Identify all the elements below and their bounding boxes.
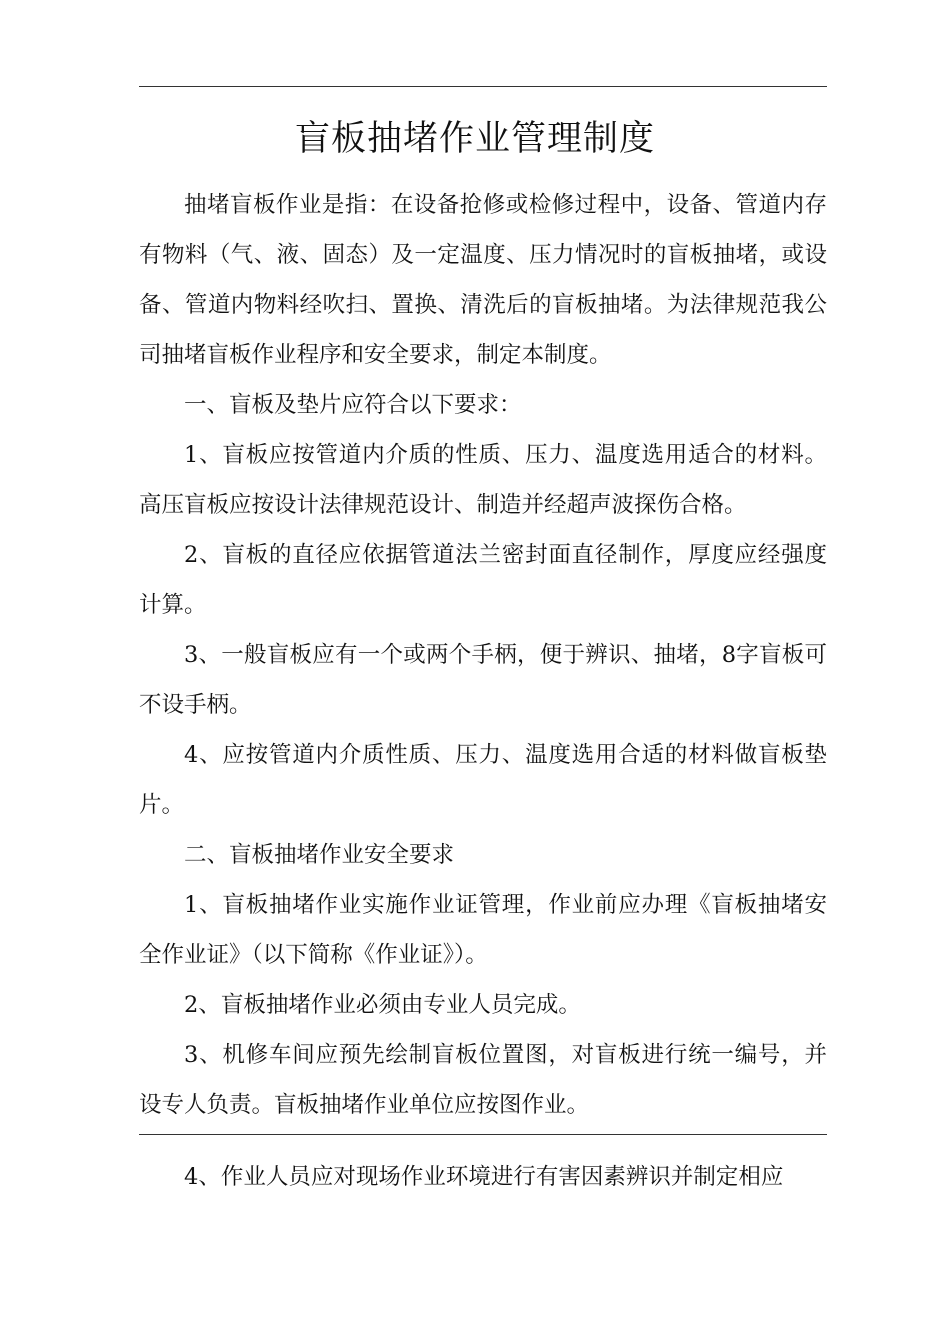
paragraph-1-3: 3、一般盲板应有一个或两个手柄，便于辨识、抽堵，8字盲板可不设手柄。 [139, 642, 827, 718]
paragraph-2-4: 4、作业人员应对现场作业环境进行有害因素辨识并制定相应 [184, 1164, 784, 1190]
page-break-rule [139, 1134, 827, 1135]
paragraph-2-1: 1、盲板抽堵作业实施作业证管理，作业前应办理《盲板抽堵安全作业证》（以下简称《作业证》）。 [139, 892, 827, 968]
paragraph-1-2: 2、盲板的直径应依据管道法兰密封面直径制作，厚度应经强度计算。 [139, 542, 827, 618]
document-title: 盲板抽堵作业管理制度 [294, 119, 655, 159]
paragraph-2-3: 3、机修车间应预先绘制盲板位置图，对盲板进行统一编号，并设专人负责。盲板抽堵作业单位应按图作业。 [139, 1042, 827, 1118]
document-body [139, 180, 827, 1130]
paragraph-2-2: 2、盲板抽堵作业必须由专业人员完成。 [184, 992, 581, 1018]
section-heading-1: 一、盲板及垫片应符合以下要求： [184, 392, 522, 418]
header-rule [139, 86, 827, 87]
next-page-content [139, 1152, 827, 1202]
paragraph-intro: 抽堵盲板作业是指：在设备抢修或检修过程中，设备、管道内存有物料（气、液、固态）及一定温度、压力情况时的盲板抽堵，或设备、管道内物料经吹扫、置换、清洗后的盲板抽堵。为法律规范我公司抽堵盲板作业程序和安全要求，制定本制度。 [139, 192, 827, 368]
section-heading-2: 二、盲板抽堵作业安全要求 [184, 842, 455, 868]
paragraph-1-1: 1、盲板应按管道内介质的性质、压力、温度选用适合的材料。高压盲板应按设计法律规范设计、制造并经超声波探伤合格。 [139, 442, 827, 518]
paragraph-1-4: 4、应按管道内介质性质、压力、温度选用合适的材料做盲板垫片。 [139, 742, 827, 818]
